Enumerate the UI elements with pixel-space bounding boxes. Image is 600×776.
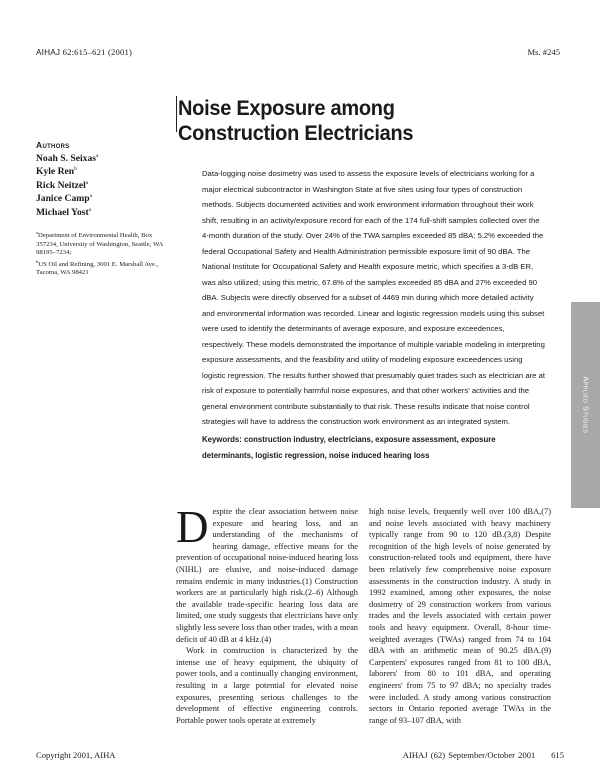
abstract: Data-logging noise dosimetry was used to assess the exposure levels of electricians working for a major electrical subcontractor in Washington State at five sites using four types of construction methods. Subjects documented activities and work environment information throughout their work shift, resulting in an activity/exposure record for each of the 174 full-shift samples collected over the 4-month duration of the study. Over 24% of the TWA samples exceeded 85 dBA; 5.2% exceeded the federal Occupational Safety and Health Administration permissible exposure limit of 90 dBA. The National Institute for Occupational Safety and Health exposure metric, which specifies a 3-dB ER, was also utilized; using this metric, 67.8% of the samples exceeded 85 dBA and 27% exceeded 90 dBA. Subjects were directly observed for a subset of 4469 min during which more detailed activity and environmental information was recorded. Linear and logistic regression models using this subset were used to identify the determinants of average exposure, and exposure exceedences, respectively. These models demonstrated the importance of multiple variable modeling in interpreting exposure assessments, and the feasibility and utility of modeling exposure exceedences using logistic regression. The results further showed that presumably quiet trades such as electrician are at risk of exposure to potentially harmful noise exposures, and that other workers' activities and the general environment contribute substantially to that risk. These results indicate that noise control strategies will have to address the construction work environment as an integrated system. [202, 169, 545, 426]
running-header-citation [36, 47, 132, 57]
footer-copyright: Copyright 2001, AIHA [36, 750, 116, 760]
affiliation: $^b$US Oil and Refining, 3001 E. Marshall Ave., Tacoma, WA 98421 [36, 258, 159, 277]
section-label: Applied Studies [581, 376, 590, 434]
author-name: Janice Camp$^a$ [36, 193, 93, 205]
manuscript-number: Ms. #245 [527, 47, 560, 57]
body-column-left [176, 502, 358, 726]
author-name: Kyle Ren$^b$ [36, 166, 77, 178]
volume-pages: 62:615–621 (2001) [62, 47, 133, 57]
author-name: Noah S. Seixas$^a$ [36, 153, 99, 165]
issue-info: AIHAJ (62) September/October 2001 [402, 750, 536, 760]
affiliation: $^a$Department of Environmental Health, Box 357234, University of Washington, Seattle, WA 98195–7234; [36, 230, 164, 257]
author-name: Michael Yost$^a$ [36, 206, 92, 219]
title-rule [176, 96, 177, 132]
authors-heading: Authors [36, 140, 70, 150]
article-title: Noise Exposure among Construction Electricians [178, 96, 414, 145]
section-side-tab [571, 302, 600, 508]
authors-block [36, 140, 166, 277]
affiliations [36, 229, 166, 277]
page-number: 615 [551, 750, 564, 760]
body-column-right [369, 506, 551, 726]
author-name: Rick Neitzel$^a$ [36, 179, 89, 192]
body-paragraph: Work in construction is characterized by the intense use of heavy equipment, the ubiquity of power tools, and a continually changing environment, resulting in a large potential for elevated noise exposures, presenting serious challenges to the development of effective engineering controls. Portable power tools operate at extremely [176, 646, 358, 725]
drop-cap: D [176, 502, 209, 552]
keywords: Keywords: construction industry, electricians, exposure assessment, exposure determinants, logistic regression, noise induced hearing loss [202, 435, 496, 460]
body-paragraph: Despite the clear association between noise exposure and hearing loss, and an understanding of the mechanisms of hearing damage, effective means for the prevention of occupational noise-induced hearing loss (NIHL) are elusive, and noise-induced damage remains endemic in many industries.(1) Construction workers are at particularly high risk.(2–6) Although the available trade-specific hearing loss data are limited, one study suggests that electricians have only slightly less severe loss than other trades, with a mean deficit of 40 dB at 4 kHz.(4) [176, 502, 358, 644]
body-paragraph: high noise levels, frequently well over 100 dBA,(7) and noise levels associated with heavy machinery typically range from 90 to 120 dB.(3,8) Despite recognition of the high levels of noise generated by construction-related tools and equipment, there have been relatively few comprehensive noise exposure assessments in the construction industry. A study in 1992 examined, among other exposures, the noise dosimetry of 29 construction workers from various trades and the levels associated with certain power tools and heavy equipment. Overall, 8-hour time-weighted averages (TWAs) ranged from 74 to 104 dBA with an arithmetic mean of 90.25 dBA.(9) Carpenters' exposures ranged from 81 to 100 dBA, laborers' from 80 to 101 dBA, and operating engineers' from 75 to 97 dBA; no specialty trades were included. A study among various construction sectors in Ontario reported average TWAs in the range of 93–107 dBA, with [369, 507, 551, 725]
journal-abbreviation: AIHAJ [36, 48, 61, 57]
footer-issue [403, 750, 564, 760]
